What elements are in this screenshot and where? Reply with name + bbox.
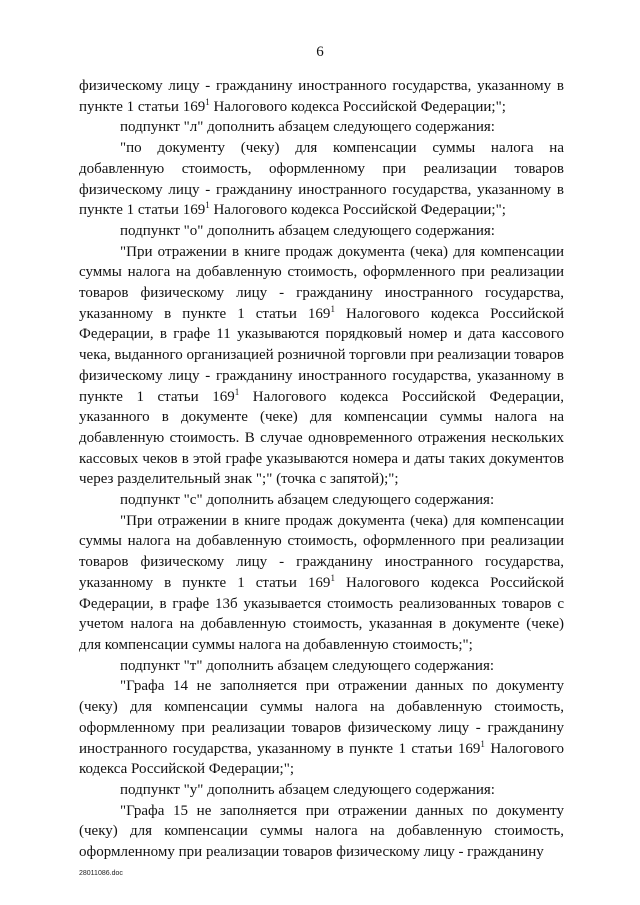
text: подпункт "у" дополнить абзацем следующего содержания: <box>120 781 495 798</box>
document-body <box>79 76 564 863</box>
paragraph-subpoint-t <box>79 656 564 677</box>
text: Налогового кодекса Российской Федерации;"; <box>209 98 506 115</box>
text: физическому лицу - гражданину иностранного государства, указанному в пункте 1 статьи 169 <box>79 78 564 115</box>
text: Налогового кодекса Российской Федерации;"; <box>79 740 564 778</box>
paragraph-subpoint-s <box>79 490 564 511</box>
paragraph-continuation <box>79 76 564 117</box>
text: Налогового кодекса Российской Федерации, в графе 13б указывается стоимость реализованных товаров с учетом налога на добавленную стоимость, указанная в документе (чеке) для компенсации суммы налога на добавленную стоимость;"; <box>79 574 565 653</box>
superscript: 1 <box>205 96 210 107</box>
document-file-code: 28011086.doc <box>79 870 123 877</box>
superscript: 1 <box>205 200 210 211</box>
text: подпункт "т" дополнить абзацем следующего содержания: <box>120 657 495 674</box>
paragraph-quote-l <box>79 138 564 221</box>
text: "Графа 14 не заполняется при отражении данных по документу (чеку) для компенсации суммы налога на добавленную стоимость, оформленному при реализации товаров физическому лицу - гражданину иностранного государства, указанному в пункте 1 статьи 169 <box>79 678 564 757</box>
text: подпункт "о" дополнить абзацем следующего содержания: <box>120 222 495 239</box>
superscript: 1 <box>234 386 240 397</box>
text: "Графа 15 не заполняется при отражении данных по документу (чеку) для компенсации суммы налога на добавленную стоимость, оформленному при реализации товаров физическому лицу - гражданину <box>79 802 564 861</box>
text: Налогового кодекса Российской Федерации, в графе 11 указываются порядковый номер и дата кассового чека, выданного организацией розничной торговли при реализации товаров физическому лицу - гражданину иностранного государства, указанному в пункте 1 статьи 169 <box>79 305 565 405</box>
text: Налогового кодекса Российской Федерации;"; <box>209 202 506 219</box>
text: "по документу (чеку) для компенсации суммы налога на добавленную стоимость, оформленному при реализации товаров физическому лицу - гражданину иностранного государства, указанному в пункте 1 статьи 169 <box>79 140 564 219</box>
paragraph-subpoint-l <box>79 117 564 138</box>
text: подпункт "с" дополнить абзацем следующего содержания: <box>120 492 495 509</box>
text: подпункт "л" дополнить абзацем следующего содержания: <box>120 119 495 136</box>
superscript: 1 <box>330 303 335 314</box>
text: "При отражении в книге продаж документа (чека) для компенсации суммы налога на добавленную стоимость, оформленного при реализации товаров физическому лицу - гражданину иностранного государства, указанному в пункте 1 статьи 169 <box>79 512 564 591</box>
paragraph-quote-s <box>79 511 564 656</box>
paragraph-subpoint-o <box>79 221 564 242</box>
superscript: 1 <box>330 572 335 583</box>
paragraph-quote-o <box>79 242 564 490</box>
page-number: 6 <box>316 44 324 60</box>
paragraph-quote-t <box>79 676 564 780</box>
paragraph-quote-u <box>79 801 564 863</box>
text: Налогового кодекса Российской Федерации, указанного в документе (чеке) для компенсации суммы налога на добавленную стоимость. В случае одновременного отражения нескольких кассовых чеков в этой графе указываются номера и даты таких документов через разделительный знак ";" (точка с запятой);"; <box>79 388 564 488</box>
superscript: 1 <box>480 738 485 749</box>
text: "При отражении в книге продаж документа (чека) для компенсации суммы налога на добавленную стоимость, оформленного при реализации товаров физическому лицу - гражданину иностранного государства, указанному в пункте 1 статьи 169 <box>79 243 564 322</box>
paragraph-subpoint-u <box>79 780 564 801</box>
